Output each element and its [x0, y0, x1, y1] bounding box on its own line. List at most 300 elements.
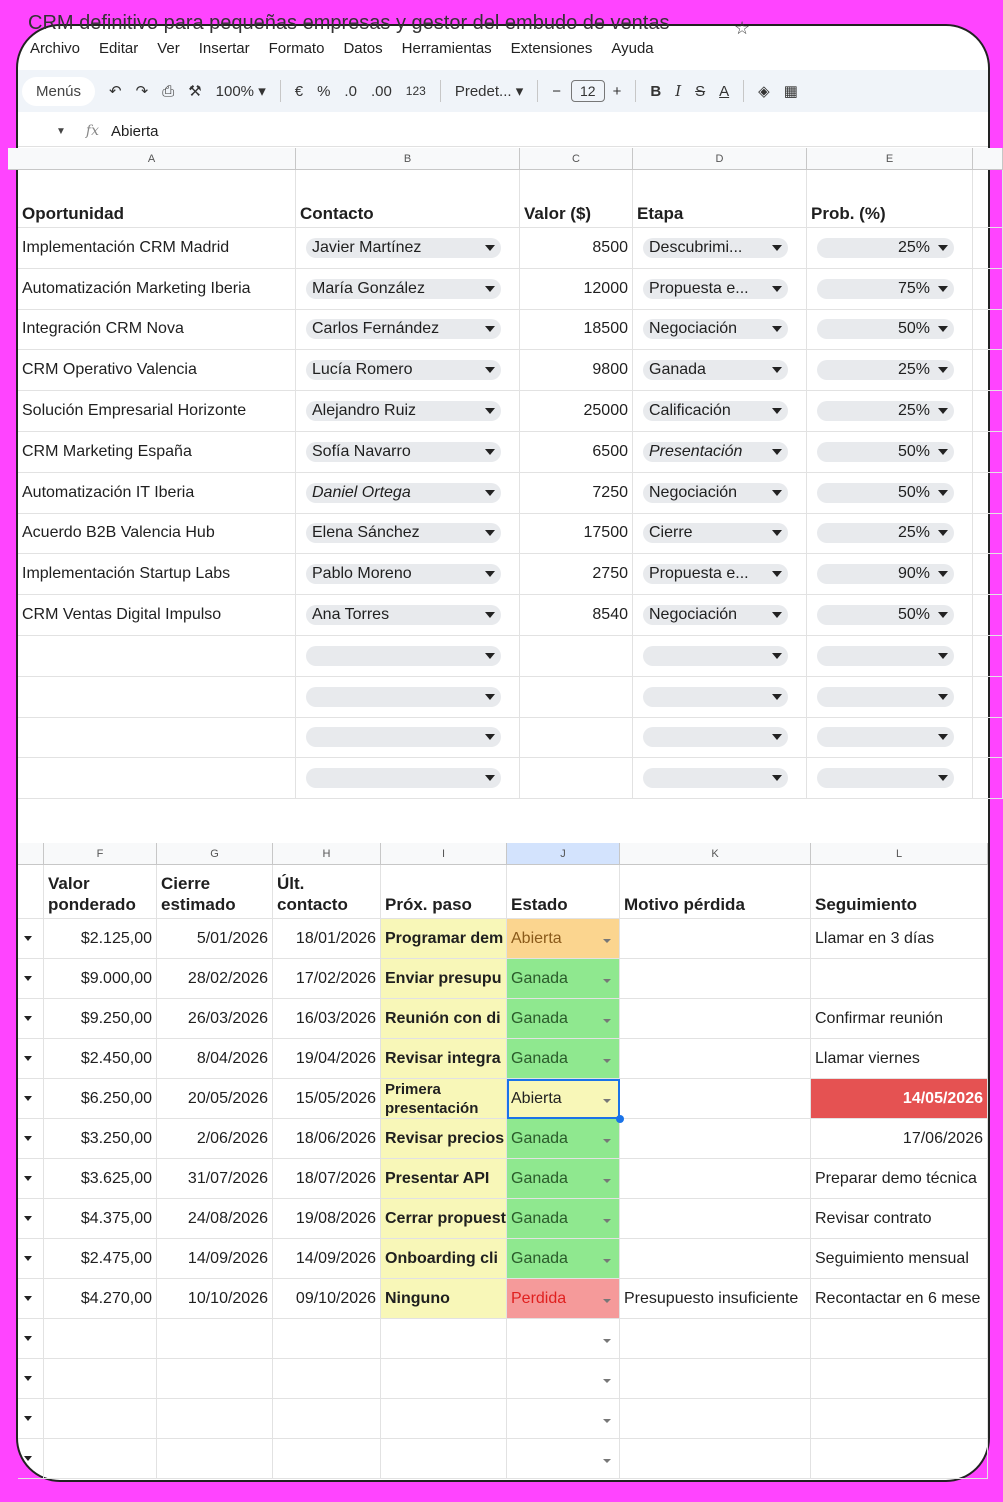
stage-dropdown[interactable]	[643, 605, 788, 625]
cell-probability[interactable]	[807, 718, 973, 759]
cell-contact[interactable]	[296, 391, 520, 432]
cell-prev-column[interactable]	[18, 1279, 44, 1319]
probability-dropdown[interactable]	[817, 768, 954, 788]
cell-next-step[interactable]	[381, 1159, 507, 1199]
column-header[interactable]	[18, 843, 44, 865]
stage-dropdown[interactable]	[643, 319, 788, 339]
increase-decimal-button[interactable]: .00	[370, 82, 392, 100]
cell-stage[interactable]	[633, 432, 807, 473]
cell-stage[interactable]	[633, 758, 807, 799]
cell-follow-up[interactable]	[811, 1079, 988, 1119]
cell-status[interactable]	[507, 1439, 620, 1479]
cell-probability[interactable]	[807, 391, 973, 432]
cell-prev-column[interactable]	[18, 1039, 44, 1079]
column-header[interactable]: A	[8, 148, 296, 170]
contact-dropdown[interactable]	[306, 360, 501, 380]
cell-value[interactable]	[520, 473, 633, 514]
column-header[interactable]: D	[633, 148, 807, 170]
chevron-down-icon[interactable]	[603, 1259, 611, 1263]
cell-next-step[interactable]	[381, 1279, 507, 1319]
cell-stage[interactable]	[633, 269, 807, 310]
cell-prev-column[interactable]	[18, 1399, 44, 1439]
probability-dropdown[interactable]	[817, 646, 954, 666]
cell-value[interactable]	[520, 718, 633, 759]
cell-stage[interactable]	[633, 636, 807, 677]
cell-contact[interactable]	[296, 677, 520, 718]
header-k[interactable]: Motivo pérdida	[620, 865, 811, 919]
cell-contact[interactable]	[296, 432, 520, 473]
column-header[interactable]: K	[620, 843, 811, 865]
paint-format-icon[interactable]: ⚒	[188, 83, 202, 100]
stage-dropdown[interactable]	[643, 727, 788, 747]
cell-prev-column[interactable]	[18, 919, 44, 959]
cell-follow-up[interactable]	[811, 1439, 988, 1479]
stage-dropdown[interactable]	[643, 238, 788, 258]
redo-icon[interactable]: ↷	[135, 83, 149, 100]
cell-last-contact[interactable]	[273, 1319, 381, 1359]
cell-next-column[interactable]	[973, 310, 1003, 351]
decrease-decimal-button[interactable]: .0	[344, 82, 357, 100]
header-b[interactable]: Contacto	[296, 170, 520, 228]
contact-dropdown[interactable]	[306, 646, 501, 666]
cell-probability[interactable]	[807, 310, 973, 351]
column-header[interactable]: L	[811, 843, 988, 865]
header-f[interactable]: Valor ponderado	[44, 865, 157, 919]
menu-item[interactable]: Archivo	[30, 40, 81, 57]
cell-last-contact[interactable]	[273, 1279, 381, 1319]
chevron-down-icon[interactable]	[603, 1059, 611, 1063]
cell-weighted-value[interactable]	[44, 1199, 157, 1239]
cell-follow-up[interactable]	[811, 1119, 988, 1159]
cell-opportunity[interactable]	[18, 228, 296, 269]
column-header[interactable]: H	[273, 843, 381, 865]
cell-weighted-value[interactable]	[44, 1279, 157, 1319]
cell-next-column[interactable]	[973, 350, 1003, 391]
cell-value[interactable]	[520, 350, 633, 391]
cell-follow-up[interactable]	[811, 1359, 988, 1399]
column-header[interactable]: G	[157, 843, 273, 865]
probability-dropdown[interactable]	[817, 442, 954, 462]
cell-stage[interactable]	[633, 310, 807, 351]
chevron-down-icon[interactable]	[603, 1099, 611, 1103]
menu-item[interactable]: Datos	[343, 40, 383, 57]
menu-item[interactable]: Editar	[99, 40, 139, 57]
stage-dropdown[interactable]	[643, 564, 788, 584]
cell-stage[interactable]	[633, 350, 807, 391]
stage-dropdown[interactable]	[643, 360, 788, 380]
cell-last-contact[interactable]	[273, 1159, 381, 1199]
probability-dropdown[interactable]	[817, 727, 954, 747]
cell-probability[interactable]	[807, 432, 973, 473]
cell-contact[interactable]	[296, 269, 520, 310]
cell-loss-reason[interactable]	[620, 1119, 811, 1159]
cell-probability[interactable]	[807, 350, 973, 391]
contact-dropdown[interactable]	[306, 768, 501, 788]
cell-close-date[interactable]	[157, 1119, 273, 1159]
cell-stage[interactable]	[633, 718, 807, 759]
cell-next-column[interactable]	[973, 473, 1003, 514]
cell-loss-reason[interactable]	[620, 1439, 811, 1479]
formula-input[interactable]: Abierta	[110, 122, 159, 140]
cell-loss-reason[interactable]	[620, 1039, 811, 1079]
font-size-increase-icon[interactable]: +	[612, 82, 622, 100]
header-prev[interactable]	[18, 865, 44, 919]
cell-next-step[interactable]	[381, 1239, 507, 1279]
cell-stage[interactable]	[633, 391, 807, 432]
cell-value[interactable]	[520, 391, 633, 432]
contact-dropdown[interactable]	[306, 687, 501, 707]
cell-next-column[interactable]	[973, 677, 1003, 718]
undo-icon[interactable]: ↶	[109, 83, 122, 100]
cell-status[interactable]	[507, 959, 620, 999]
cell-last-contact[interactable]	[273, 999, 381, 1039]
cell-follow-up[interactable]	[811, 1239, 988, 1279]
menu-item[interactable]: Insertar	[198, 40, 250, 57]
cell-next-step[interactable]	[381, 919, 507, 959]
cell-weighted-value[interactable]	[44, 1159, 157, 1199]
cell-opportunity[interactable]	[18, 269, 296, 310]
stage-dropdown[interactable]	[643, 523, 788, 543]
stage-dropdown[interactable]	[643, 687, 788, 707]
italic-icon[interactable]: I	[675, 82, 682, 100]
cell-weighted-value[interactable]	[44, 919, 157, 959]
cell-probability[interactable]	[807, 473, 973, 514]
cell-next-step[interactable]	[381, 1439, 507, 1479]
more-formats-button[interactable]: 123	[405, 84, 426, 98]
stage-dropdown[interactable]	[643, 279, 788, 299]
cell-last-contact[interactable]	[273, 919, 381, 959]
chevron-down-icon[interactable]	[603, 1379, 611, 1383]
cell-loss-reason[interactable]	[620, 1359, 811, 1399]
chevron-down-icon[interactable]	[603, 1419, 611, 1423]
chevron-down-icon[interactable]	[603, 1339, 611, 1343]
cell-stage[interactable]	[633, 514, 807, 555]
cell-value[interactable]	[520, 310, 633, 351]
cell-opportunity[interactable]	[18, 554, 296, 595]
column-header[interactable]: I	[381, 843, 507, 865]
cell-weighted-value[interactable]	[44, 999, 157, 1039]
cell-opportunity[interactable]	[18, 310, 296, 351]
column-header[interactable]	[973, 148, 1003, 170]
cell-prev-column[interactable]	[18, 1359, 44, 1399]
cell-probability[interactable]	[807, 595, 973, 636]
cell-status[interactable]	[507, 1079, 620, 1119]
cell-status[interactable]	[507, 1199, 620, 1239]
cell-next-column[interactable]	[973, 514, 1003, 555]
cell-close-date[interactable]	[157, 1199, 273, 1239]
cell-stage[interactable]	[633, 554, 807, 595]
cell-prev-column[interactable]	[18, 999, 44, 1039]
cell-next-column[interactable]	[973, 636, 1003, 677]
header-next[interactable]	[973, 170, 1003, 228]
doc-title[interactable]: CRM definitivo para pequeñas empresas y gestor del embudo de ventas	[28, 12, 670, 34]
cell-contact[interactable]	[296, 595, 520, 636]
cell-next-step[interactable]	[381, 1399, 507, 1439]
chevron-down-icon[interactable]	[603, 1019, 611, 1023]
stage-dropdown[interactable]	[643, 483, 788, 503]
currency-button[interactable]: €	[294, 82, 304, 100]
cell-probability[interactable]	[807, 554, 973, 595]
cell-status[interactable]	[507, 1399, 620, 1439]
column-header[interactable]: F	[44, 843, 157, 865]
cell-close-date[interactable]	[157, 1399, 273, 1439]
cell-loss-reason[interactable]	[620, 1399, 811, 1439]
menus-search[interactable]: Menús	[22, 77, 95, 106]
probability-dropdown[interactable]	[817, 319, 954, 339]
header-l[interactable]: Seguimiento	[811, 865, 988, 919]
star-icon[interactable]: ☆	[734, 18, 751, 38]
cell-loss-reason[interactable]	[620, 1239, 811, 1279]
cell-opportunity[interactable]	[18, 595, 296, 636]
cell-contact[interactable]	[296, 514, 520, 555]
cell-close-date[interactable]	[157, 1079, 273, 1119]
cell-next-column[interactable]	[973, 269, 1003, 310]
contact-dropdown[interactable]	[306, 605, 501, 625]
cell-last-contact[interactable]	[273, 1239, 381, 1279]
cell-value[interactable]	[520, 677, 633, 718]
header-e[interactable]: Prob. (%)	[807, 170, 973, 228]
cell-prev-column[interactable]	[18, 1439, 44, 1479]
print-icon[interactable]: ⎙	[162, 82, 175, 100]
cell-last-contact[interactable]	[273, 1399, 381, 1439]
cell-status[interactable]	[507, 1319, 620, 1359]
cell-weighted-value[interactable]	[44, 1239, 157, 1279]
chevron-down-icon[interactable]	[603, 979, 611, 983]
cell-next-step[interactable]	[381, 999, 507, 1039]
chevron-down-icon[interactable]	[603, 1139, 611, 1143]
contact-dropdown[interactable]	[306, 727, 501, 747]
contact-dropdown[interactable]	[306, 483, 501, 503]
cell-prev-column[interactable]	[18, 1159, 44, 1199]
cell-value[interactable]	[520, 432, 633, 473]
cell-close-date[interactable]	[157, 919, 273, 959]
probability-dropdown[interactable]	[817, 605, 954, 625]
header-c[interactable]: Valor ($)	[520, 170, 633, 228]
cell-last-contact[interactable]	[273, 1079, 381, 1119]
cell-opportunity[interactable]	[18, 758, 296, 799]
contact-dropdown[interactable]	[306, 523, 501, 543]
cell-probability[interactable]	[807, 677, 973, 718]
cell-next-step[interactable]	[381, 1319, 507, 1359]
cell-close-date[interactable]	[157, 1039, 273, 1079]
cell-status[interactable]	[507, 1159, 620, 1199]
font-size-input[interactable]: 12	[571, 80, 605, 102]
cell-status[interactable]	[507, 1039, 620, 1079]
cell-loss-reason[interactable]	[620, 959, 811, 999]
cell-next-column[interactable]	[973, 758, 1003, 799]
zoom-select[interactable]: 100% ▾	[215, 83, 266, 100]
cell-loss-reason[interactable]	[620, 1199, 811, 1239]
cell-next-column[interactable]	[973, 391, 1003, 432]
cell-loss-reason[interactable]	[620, 919, 811, 959]
chevron-down-icon[interactable]	[603, 1299, 611, 1303]
chevron-down-icon[interactable]	[603, 1219, 611, 1223]
probability-dropdown[interactable]	[817, 401, 954, 421]
font-size-decrease-icon[interactable]: −	[552, 82, 561, 100]
cell-last-contact[interactable]	[273, 1359, 381, 1399]
column-header[interactable]: E	[807, 148, 973, 170]
stage-dropdown[interactable]	[643, 646, 788, 666]
cell-contact[interactable]	[296, 473, 520, 514]
cell-loss-reason[interactable]	[620, 1319, 811, 1359]
cell-opportunity[interactable]	[18, 718, 296, 759]
probability-dropdown[interactable]	[817, 523, 954, 543]
probability-dropdown[interactable]	[817, 483, 954, 503]
cell-stage[interactable]	[633, 595, 807, 636]
cell-contact[interactable]	[296, 636, 520, 677]
header-d[interactable]: Etapa	[633, 170, 807, 228]
cell-follow-up[interactable]	[811, 959, 988, 999]
probability-dropdown[interactable]	[817, 564, 954, 584]
cell-follow-up[interactable]	[811, 1399, 988, 1439]
cell-opportunity[interactable]	[18, 677, 296, 718]
cell-probability[interactable]	[807, 514, 973, 555]
cell-next-step[interactable]	[381, 959, 507, 999]
cell-next-column[interactable]	[973, 718, 1003, 759]
cell-last-contact[interactable]	[273, 1119, 381, 1159]
cell-contact[interactable]	[296, 718, 520, 759]
cell-prev-column[interactable]	[18, 1079, 44, 1119]
column-header[interactable]: J	[507, 843, 620, 865]
cell-next-step[interactable]	[381, 1199, 507, 1239]
cell-contact[interactable]	[296, 228, 520, 269]
strikethrough-icon[interactable]: S	[695, 82, 706, 100]
cell-contact[interactable]	[296, 350, 520, 391]
cell-value[interactable]	[520, 554, 633, 595]
cell-close-date[interactable]	[157, 1159, 273, 1199]
cell-probability[interactable]	[807, 636, 973, 677]
cell-probability[interactable]	[807, 758, 973, 799]
cell-last-contact[interactable]	[273, 1039, 381, 1079]
header-j[interactable]: Estado	[507, 865, 620, 919]
borders-icon[interactable]: ▦	[783, 83, 798, 100]
cell-close-date[interactable]	[157, 1319, 273, 1359]
cell-follow-up[interactable]	[811, 999, 988, 1039]
cell-close-date[interactable]	[157, 1439, 273, 1479]
cell-status[interactable]	[507, 919, 620, 959]
cell-prev-column[interactable]	[18, 959, 44, 999]
cell-close-date[interactable]	[157, 959, 273, 999]
cell-follow-up[interactable]	[811, 1319, 988, 1359]
cell-prev-column[interactable]	[18, 1319, 44, 1359]
probability-dropdown[interactable]	[817, 238, 954, 258]
cell-weighted-value[interactable]	[44, 1399, 157, 1439]
cell-weighted-value[interactable]	[44, 959, 157, 999]
cell-contact[interactable]	[296, 554, 520, 595]
cell-next-step[interactable]	[381, 1359, 507, 1399]
cell-value[interactable]	[520, 595, 633, 636]
contact-dropdown[interactable]	[306, 238, 501, 258]
cell-opportunity[interactable]	[18, 636, 296, 677]
column-header[interactable]: C	[520, 148, 633, 170]
cell-value[interactable]	[520, 514, 633, 555]
stage-dropdown[interactable]	[643, 401, 788, 421]
cell-status[interactable]	[507, 1279, 620, 1319]
cell-stage[interactable]	[633, 677, 807, 718]
cell-loss-reason[interactable]	[620, 999, 811, 1039]
chevron-down-icon[interactable]	[603, 1459, 611, 1463]
cell-next-column[interactable]	[973, 228, 1003, 269]
cell-stage[interactable]	[633, 228, 807, 269]
cell-value[interactable]	[520, 269, 633, 310]
cell-last-contact[interactable]	[273, 959, 381, 999]
cell-close-date[interactable]	[157, 999, 273, 1039]
cell-value[interactable]	[520, 758, 633, 799]
text-color-icon[interactable]: A	[719, 82, 730, 100]
cell-follow-up[interactable]	[811, 1039, 988, 1079]
cell-contact[interactable]	[296, 310, 520, 351]
header-i[interactable]: Próx. paso	[381, 865, 507, 919]
probability-dropdown[interactable]	[817, 360, 954, 380]
header-h[interactable]: Últ. contacto	[273, 865, 381, 919]
cell-next-column[interactable]	[973, 432, 1003, 473]
fill-color-icon[interactable]: ◈	[758, 83, 770, 100]
cell-follow-up[interactable]	[811, 1279, 988, 1319]
cell-last-contact[interactable]	[273, 1439, 381, 1479]
cell-status[interactable]	[507, 1359, 620, 1399]
cell-next-column[interactable]	[973, 554, 1003, 595]
probability-dropdown[interactable]	[817, 687, 954, 707]
menu-item[interactable]: Formato	[268, 40, 325, 57]
cell-contact[interactable]	[296, 758, 520, 799]
cell-opportunity[interactable]	[18, 350, 296, 391]
cell-next-step[interactable]	[381, 1039, 507, 1079]
menu-item[interactable]: Ayuda	[611, 40, 654, 57]
cell-weighted-value[interactable]	[44, 1039, 157, 1079]
percent-button[interactable]: %	[317, 82, 331, 100]
cell-opportunity[interactable]	[18, 432, 296, 473]
column-header[interactable]: B	[296, 148, 520, 170]
menu-item[interactable]: Herramientas	[401, 40, 492, 57]
probability-dropdown[interactable]	[817, 279, 954, 299]
cell-last-contact[interactable]	[273, 1199, 381, 1239]
cell-weighted-value[interactable]	[44, 1119, 157, 1159]
cell-prev-column[interactable]	[18, 1239, 44, 1279]
cell-opportunity[interactable]	[18, 391, 296, 432]
cell-status[interactable]	[507, 1239, 620, 1279]
cell-follow-up[interactable]	[811, 1199, 988, 1239]
stage-dropdown[interactable]	[643, 768, 788, 788]
cell-status[interactable]	[507, 1119, 620, 1159]
cell-weighted-value[interactable]	[44, 1319, 157, 1359]
stage-dropdown[interactable]	[643, 442, 788, 462]
cell-loss-reason[interactable]	[620, 1279, 811, 1319]
selection-handle[interactable]	[616, 1115, 624, 1123]
cell-prev-column[interactable]	[18, 1119, 44, 1159]
cell-next-step[interactable]	[381, 1119, 507, 1159]
cell-weighted-value[interactable]	[44, 1359, 157, 1399]
cell-probability[interactable]	[807, 228, 973, 269]
menu-item[interactable]: Extensiones	[510, 40, 593, 57]
header-a[interactable]: Oportunidad	[18, 170, 296, 228]
chevron-down-icon[interactable]	[603, 939, 611, 943]
bold-icon[interactable]: B	[650, 82, 662, 100]
cell-close-date[interactable]	[157, 1359, 273, 1399]
contact-dropdown[interactable]	[306, 319, 501, 339]
cell-next-column[interactable]	[973, 595, 1003, 636]
cell-weighted-value[interactable]	[44, 1079, 157, 1119]
cell-value[interactable]	[520, 228, 633, 269]
cell-value[interactable]	[520, 636, 633, 677]
cell-close-date[interactable]	[157, 1279, 273, 1319]
cell-loss-reason[interactable]	[620, 1159, 811, 1199]
contact-dropdown[interactable]	[306, 564, 501, 584]
chevron-down-icon[interactable]	[603, 1179, 611, 1183]
cell-status[interactable]	[507, 999, 620, 1039]
contact-dropdown[interactable]	[306, 279, 501, 299]
contact-dropdown[interactable]	[306, 401, 501, 421]
cell-opportunity[interactable]	[18, 473, 296, 514]
